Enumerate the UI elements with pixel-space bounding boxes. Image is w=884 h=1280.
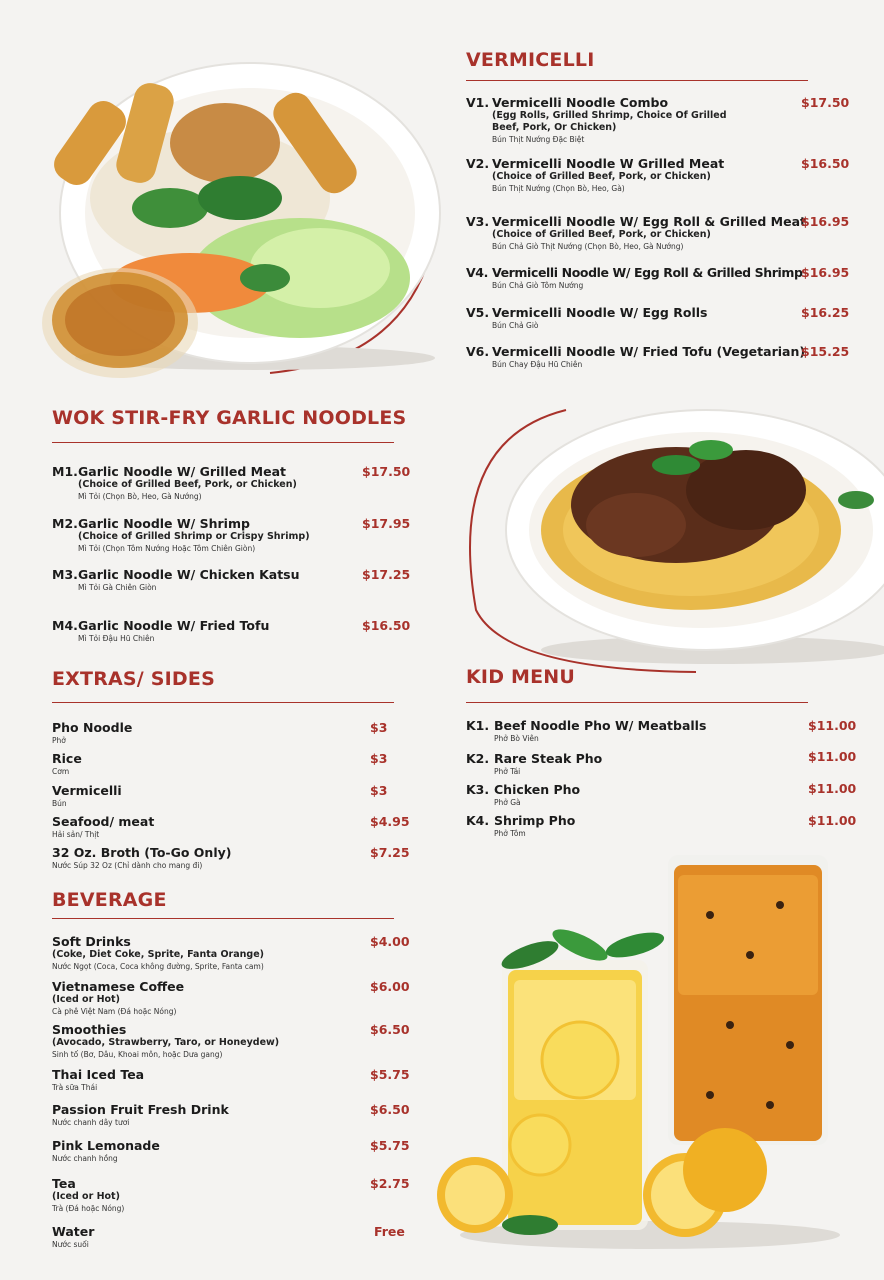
item-vietnamese: Phở (52, 736, 66, 745)
price-v4: $16.95 (801, 265, 850, 280)
beverage-divider (52, 918, 394, 919)
kid-item-k2: K2. Rare Steak Pho Phở Tái (466, 751, 786, 777)
item-vietnamese: Hải sản/ Thịt (52, 830, 100, 839)
menu-item-m1: M1.Garlic Noodle W/ Grilled Meat (Choice of Grilled Beef, Pork, or Chicken) Mì Tỏi (Chọn Bò, Heo, Gà Nướng) (52, 464, 352, 502)
item-vietnamese: Phở Tái (494, 767, 521, 776)
price-seafood-meat: $4.95 (370, 814, 410, 829)
beverage-item-vietnamese-coffee (52, 979, 362, 1017)
item-vietnamese: Mì Tỏi (Chọn Tôm Nướng Hoặc Tôm Chiên Giòn) (78, 544, 256, 553)
item-description: (Iced or Hot) (52, 994, 120, 1005)
extras-title: EXTRAS/ SIDES (52, 668, 215, 690)
price-k1: $11.00 (808, 718, 857, 733)
price-k4: $11.00 (808, 813, 857, 828)
item-vietnamese: Phở Tôm (494, 829, 526, 838)
extra-item-vermicelli (52, 783, 122, 809)
kid-item-k1: K1. Beef Noodle Pho W/ Meatballs Phở Bò Viên (466, 718, 786, 744)
beverage-item-thai-iced-tea (52, 1067, 362, 1093)
price-vietnamese-coffee: $6.00 (370, 979, 410, 994)
item-vietnamese: Mì Tỏi (Chọn Bò, Heo, Gà Nướng) (78, 492, 202, 501)
item-vietnamese: Cơm (52, 767, 70, 776)
item-description: (Choice of Grilled Beef, Pork, or Chicken) (492, 229, 711, 240)
menu-item-v4: V4. Vermicelli Noodle W/ Egg Roll & Grilled Shrimp Bún Chả Giò Tôm Nướng (466, 265, 803, 290)
price-vermicelli: $3 (370, 783, 388, 798)
item-name: 32 Oz. Broth (To-Go Only) (52, 845, 232, 860)
item-name: Smoothies (52, 1022, 127, 1037)
beverage-item-smoothies (52, 1022, 362, 1060)
kid-item-k3: K3. Chicken Pho Phở Gà (466, 782, 786, 808)
item-vietnamese: Bún Chả Giò (492, 321, 539, 330)
item-vietnamese: Nước Ngọt (Coca, Coca không đường, Sprite, Fanta cam) (52, 962, 264, 971)
item-vietnamese: Bún (52, 799, 67, 808)
item-vietnamese: Trà (Đá hoặc Nóng) (52, 1204, 125, 1213)
menu-item-m4: M4.Garlic Noodle W/ Fried Tofu Mì Tỏi Đậu Hũ Chiên (52, 618, 352, 644)
price-m2: $17.95 (362, 516, 411, 531)
item-name: Vermicelli Noodle W Grilled Meat (492, 156, 725, 171)
menu-item-m2: M2.Garlic Noodle W/ Shrimp (Choice of Grilled Shrimp or Crispy Shrimp) Mì Tỏi (Chọn Tôm Nướng Hoặc Tôm Chiên Giòn) (52, 516, 352, 554)
item-vietnamese: Phở Bò Viên (494, 734, 539, 743)
item-name: Garlic Noodle W/ Chicken Katsu (78, 567, 300, 582)
price-pink-lemonade: $5.75 (370, 1138, 410, 1153)
item-name: Thai Iced Tea (52, 1067, 145, 1082)
price-water: Free (374, 1224, 405, 1239)
item-vietnamese: Bún Chay Đậu Hũ Chiên (492, 360, 583, 369)
menu-item-m3: M3.Garlic Noodle W/ Chicken Katsu Mì Tỏi Gà Chiên Giòn (52, 567, 352, 593)
price-m3: $17.25 (362, 567, 411, 582)
menu-item-v3: V3. Vermicelli Noodle W/ Egg Roll & Grilled Meat (Choice of Grilled Beef, Pork, or Chicken) Bún Chả Giò Thịt Nướng (Chọn Bò, Heo, Gà Nướng) (466, 214, 806, 251)
item-description: (Egg Rolls, Grilled Shrimp, Choice Of Grilled Beef, Pork, Or Chicken) (492, 110, 727, 133)
item-name: Garlic Noodle W/ Shrimp (78, 516, 250, 531)
item-name: Shrimp Pho (494, 813, 576, 828)
price-k3: $11.00 (808, 781, 857, 796)
price-v2: $16.50 (801, 156, 850, 171)
extra-item-rice (52, 751, 82, 777)
price-rice: $3 (370, 751, 388, 766)
price-smoothies: $6.50 (370, 1022, 410, 1037)
item-vietnamese: Nước Súp 32 Oz (Chỉ dành cho mang đi) (52, 861, 203, 870)
item-vietnamese: Sinh tố (Bơ, Dâu, Khoai môn, hoặc Dưa gang) (52, 1050, 223, 1059)
menu-item-v5: V5. Vermicelli Noodle W/ Egg Rolls Bún Chả Giò (466, 305, 796, 331)
item-name: Vermicelli Noodle Combo (492, 95, 669, 110)
extras-divider (52, 702, 394, 703)
vermicelli-divider (466, 80, 808, 81)
beverage-item-soft-drinks (52, 934, 362, 972)
item-name: Garlic Noodle W/ Fried Tofu (78, 618, 270, 633)
item-name: Seafood/ meat (52, 814, 155, 829)
price-broth: $7.25 (370, 845, 410, 860)
item-vietnamese: Bún Chả Giò Thịt Nướng (Chọn Bò, Heo, Gà Nướng) (492, 242, 684, 251)
price-v6: $15.25 (801, 344, 850, 359)
item-vietnamese: Bún Thịt Nướng Đặc Biệt (492, 135, 585, 144)
wok-divider (52, 442, 394, 443)
item-description: (Choice of Grilled Beef, Pork, or Chicken) (78, 479, 297, 490)
item-vietnamese: Cà phê Việt Nam (Đá hoặc Nóng) (52, 1007, 177, 1016)
beverage-item-water (52, 1224, 362, 1250)
item-name: Chicken Pho (494, 782, 581, 797)
kid-menu-divider (466, 702, 808, 703)
item-name: Rare Steak Pho (494, 751, 603, 766)
beverage-item-pink-lemonade (52, 1138, 362, 1164)
item-vietnamese: Nước chanh hồng (52, 1154, 118, 1163)
drinks-photo (430, 845, 870, 1255)
extra-item-seafood-meat (52, 814, 154, 840)
item-name: Rice (52, 751, 82, 766)
item-name: Vermicelli Noodle W/ Egg Roll & Grilled Meat (492, 214, 806, 229)
item-vietnamese: Phở Gà (494, 798, 521, 807)
price-v1: $17.50 (801, 95, 850, 110)
beverage-item-passion-fruit (52, 1102, 362, 1128)
kid-menu-title: KID MENU (466, 666, 575, 688)
item-vietnamese: Mì Tỏi Gà Chiên Giòn (78, 583, 157, 592)
item-description: (Avocado, Strawberry, Taro, or Honeydew) (52, 1037, 280, 1048)
item-name: Tea (52, 1176, 76, 1191)
price-v5: $16.25 (801, 305, 850, 320)
item-vietnamese: Nước chanh dây tươi (52, 1118, 130, 1127)
garlic-noodle-plate-photo (446, 380, 884, 680)
menu-item-v6: V6. Vermicelli Noodle W/ Fried Tofu (Vegetarian) Bún Chay Đậu Hũ Chiên (466, 344, 806, 369)
item-name: Beef Noodle Pho W/ Meatballs (494, 718, 707, 733)
extra-item-broth (52, 845, 231, 871)
item-name: Pink Lemonade (52, 1138, 160, 1153)
beverage-item-tea (52, 1176, 362, 1214)
price-k2: $11.00 (808, 749, 857, 764)
item-name: Passion Fruit Fresh Drink (52, 1102, 229, 1117)
item-name: Water (52, 1224, 95, 1239)
price-m1: $17.50 (362, 464, 411, 479)
vermicelli-bowl-photo (20, 28, 450, 378)
item-name: Pho Noodle (52, 720, 133, 735)
item-name: Vermicelli Noodle W/ Egg Rolls (492, 305, 708, 320)
item-vietnamese: Nước suối (52, 1240, 89, 1249)
item-vietnamese: Bún Chả Giò Tôm Nướng (492, 281, 584, 290)
item-vietnamese: Bún Thịt Nướng (Chọn Bò, Heo, Gà) (492, 184, 625, 193)
price-thai-iced-tea: $5.75 (370, 1067, 410, 1082)
item-description: (Choice of Grilled Shrimp or Crispy Shrimp) (78, 531, 310, 542)
item-description: (Choice of Grilled Beef, Pork, or Chicken) (492, 171, 711, 182)
price-tea: $2.75 (370, 1176, 410, 1191)
menu-item-v1: V1. Vermicelli Noodle Combo (Egg Rolls, Grilled Shrimp, Choice Of Grilled Beef, Pork, Or Chicken) Bún Thịt Nướng Đặc Biệt (466, 95, 796, 145)
extra-item-pho-noodle (52, 720, 132, 746)
item-vietnamese: Mì Tỏi Đậu Hũ Chiên (78, 634, 155, 643)
price-passion-fruit: $6.50 (370, 1102, 410, 1117)
item-name: Soft Drinks (52, 934, 131, 949)
item-description: (Iced or Hot) (52, 1191, 120, 1202)
item-description: (Coke, Diet Coke, Sprite, Fanta Orange) (52, 949, 264, 960)
menu-item-v2: V2. Vermicelli Noodle W Grilled Meat (Choice of Grilled Beef, Pork, or Chicken) Bún Thịt Nướng (Chọn Bò, Heo, Gà) (466, 156, 796, 194)
price-soft-drinks: $4.00 (370, 934, 410, 949)
item-name: Garlic Noodle W/ Grilled Meat (78, 464, 286, 479)
item-name: Vermicelli Noodle W/ Fried Tofu (Vegetarian) (492, 344, 806, 359)
wok-title: WOK STIR-FRY GARLIC NOODLES (52, 407, 407, 429)
item-name: Vietnamese Coffee (52, 979, 185, 994)
vermicelli-title: VERMICELLI (466, 49, 595, 71)
item-name: Vermicelli Noodle W/ Egg Roll & Grilled Shrimp (492, 265, 803, 280)
beverage-title: BEVERAGE (52, 889, 167, 911)
price-pho-noodle: $3 (370, 720, 388, 735)
price-m4: $16.50 (362, 618, 411, 633)
price-v3: $16.95 (801, 214, 850, 229)
item-name: Vermicelli (52, 783, 122, 798)
kid-item-k4: K4. Shrimp Pho Phở Tôm (466, 813, 786, 839)
item-vietnamese: Trà sữa Thái (52, 1083, 98, 1092)
